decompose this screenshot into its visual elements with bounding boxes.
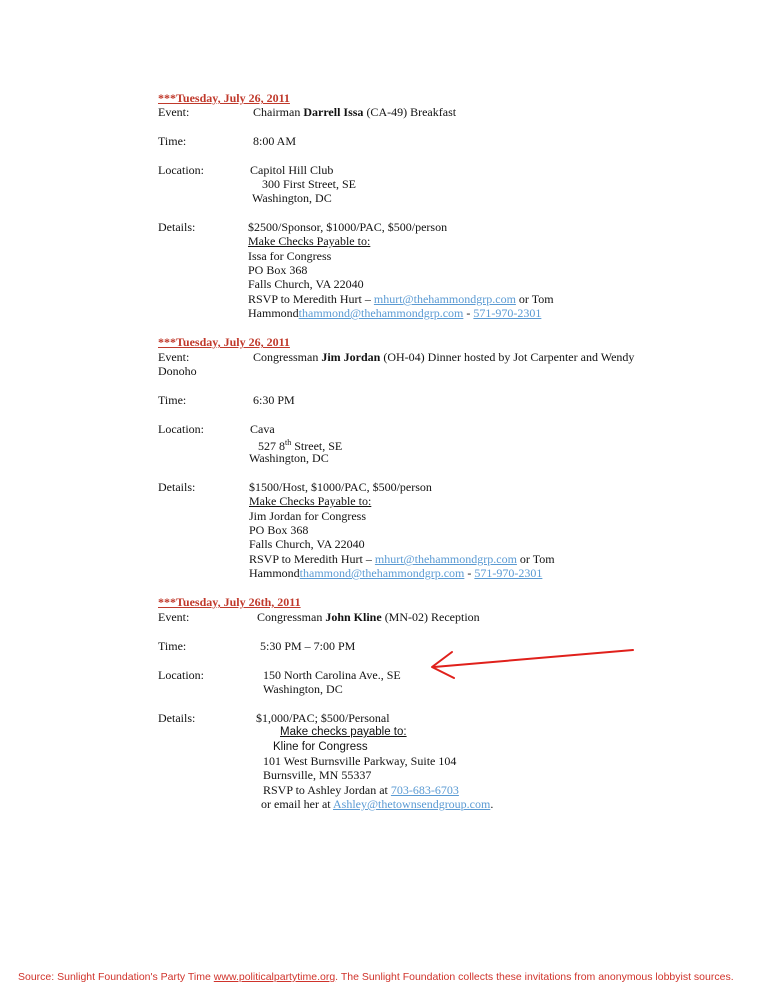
event-2-payee-line-2: PO Box 368 [249, 523, 309, 537]
event-1-suffix: (CA-49) Breakfast [363, 105, 457, 119]
event-2-checks-label: Make Checks Payable to: [249, 494, 372, 508]
event-3-time: 5:30 PM – 7:00 PM [260, 639, 356, 653]
footer-prefix: Source: Sunlight Foundation's Party Time [18, 971, 214, 983]
event-3-email-suffix: . [490, 797, 494, 811]
event-3-time-label: Time: [158, 639, 187, 653]
event-3-suffix: (MN-02) Reception [381, 610, 480, 624]
event-1-details-amount: $2500/Sponsor, $1000/PAC, $500/person [248, 220, 448, 234]
event-1-time: 8:00 AM [253, 134, 297, 148]
event-2-payee-line-1: Jim Jordan for Congress [249, 509, 366, 523]
event-2-details-amount: $1500/Host, $1000/PAC, $500/person [249, 480, 432, 494]
event-1-rsvp-dash: - [463, 306, 474, 320]
event-3-rsvp-email-link[interactable]: Ashley@thetownsendgroup.com [332, 797, 491, 811]
event-1-location-line-3: Washington, DC [252, 191, 332, 205]
event-2-rsvp [249, 552, 555, 566]
event-2-prefix: Congressman [253, 350, 322, 364]
event-1-payee-line-2: PO Box 368 [248, 263, 308, 277]
footer-link[interactable]: www.politicalpartytime.org [213, 971, 336, 983]
event-1-rsvp-or: or Tom [515, 292, 554, 306]
event-2-heading: ***Tuesday, July 26, 2011 [158, 335, 290, 349]
event-3-details-label: Details: [158, 711, 196, 725]
event-3-payee-line-3: Burnsville, MN 55337 [263, 768, 372, 782]
event-3-prefix: Congressman [257, 610, 326, 624]
event-2-street-num: 527 8 [258, 439, 285, 453]
footer-suffix: . The Sunlight Foundation collects these invitations from anonymous lobbyist sources. [335, 971, 734, 983]
event-1-location-line-2: 300 First Street, SE [262, 177, 357, 191]
event-2-rsvp-dash: - [464, 566, 475, 580]
event-1-details-label: Details: [158, 220, 196, 234]
event-3-heading: ***Tuesday, July 26th, 2011 [158, 595, 301, 609]
event-1-heading: ***Tuesday, July 26, 2011 [158, 91, 290, 105]
event-1-rsvp [248, 292, 554, 306]
event-2-title-cont: Donoho [158, 364, 197, 378]
event-3-rsvp [263, 783, 459, 797]
event-1-checks-label: Make Checks Payable to: [248, 234, 371, 248]
event-2-time: 6:30 PM [253, 393, 295, 407]
event-2-street-sup: th [285, 438, 292, 447]
event-2-street-rest: Street, SE [291, 439, 343, 453]
event-1-time-label: Time: [158, 134, 187, 148]
event-1-rsvp-email-link[interactable]: mhurt@thehammondgrp.com [373, 292, 516, 306]
event-3-location-label: Location: [158, 668, 204, 682]
event-1-rsvp-phone-link[interactable]: 571-970-2301 [473, 306, 542, 320]
event-3-email-line [261, 797, 493, 811]
event-3-details-amount: $1,000/PAC; $500/Personal [256, 711, 390, 725]
event-2-rsvp-phone-link[interactable]: 571-970-2301 [474, 566, 543, 580]
red-arrow-annotation [420, 640, 640, 680]
event-1-rsvp-prefix: RSVP to Meredith Hurt – [248, 292, 374, 306]
event-2-rsvp-email-link[interactable]: mhurt@thehammondgrp.com [374, 552, 517, 566]
event-1-title [253, 105, 456, 119]
event-1-location-label: Location: [158, 163, 204, 177]
event-2-rsvp-name2: Hammond [249, 566, 300, 580]
event-3-rsvp-prefix: RSVP to Ashley Jordan at [263, 783, 391, 797]
event-3-checks-label: Make checks payable to: [280, 726, 407, 738]
event-2-location-line-3: Washington, DC [249, 451, 329, 465]
event-1-location-line-1: Capitol Hill Club [250, 163, 334, 177]
event-2-rsvp-email2-link[interactable]: thammond@thehammondgrp.com [299, 566, 465, 580]
event-2-payee-line-3: Falls Church, VA 22040 [249, 537, 365, 551]
event-3-title [257, 610, 480, 624]
event-2-time-label: Time: [158, 393, 187, 407]
event-2-location-line-1: Cava [250, 422, 275, 436]
event-3-event-label: Event: [158, 610, 190, 624]
event-1-rsvp-email2-link[interactable]: thammond@thehammondgrp.com [298, 306, 464, 320]
event-1-event-label: Event: [158, 105, 190, 119]
event-2-event-label: Event: [158, 350, 190, 364]
event-3-payee-line-2: 101 West Burnsville Parkway, Suite 104 [263, 754, 457, 768]
event-2-title [253, 350, 634, 364]
event-3-location-line-1: 150 North Carolina Ave., SE [263, 668, 401, 682]
event-2-rsvp-or: or Tom [516, 552, 555, 566]
event-1-name: Darrell Issa [303, 105, 364, 119]
event-1-payee-line-3: Falls Church, VA 22040 [248, 277, 364, 291]
event-2-name: Jim Jordan [321, 350, 381, 364]
source-footer [18, 971, 734, 983]
event-2-location-label: Location: [158, 422, 204, 436]
event-2-rsvp-2 [249, 566, 542, 580]
event-1-prefix: Chairman [253, 105, 304, 119]
event-2-suffix: (OH-04) Dinner hosted by Jot Carpenter and Wendy [380, 350, 635, 364]
event-2-details-label: Details: [158, 480, 196, 494]
event-3-payee-line-1: Kline for Congress [273, 741, 368, 753]
event-1-payee-line-1: Issa for Congress [248, 249, 332, 263]
event-3-rsvp-phone-link[interactable]: 703-683-6703 [390, 783, 459, 797]
event-3-email-prefix: or email her at [261, 797, 333, 811]
event-2-rsvp-prefix: RSVP to Meredith Hurt – [249, 552, 375, 566]
event-1-rsvp-name2: Hammond [248, 306, 299, 320]
event-3-name: John Kline [325, 610, 382, 624]
event-3-location-line-2: Washington, DC [263, 682, 343, 696]
event-1-rsvp-2 [248, 306, 541, 320]
